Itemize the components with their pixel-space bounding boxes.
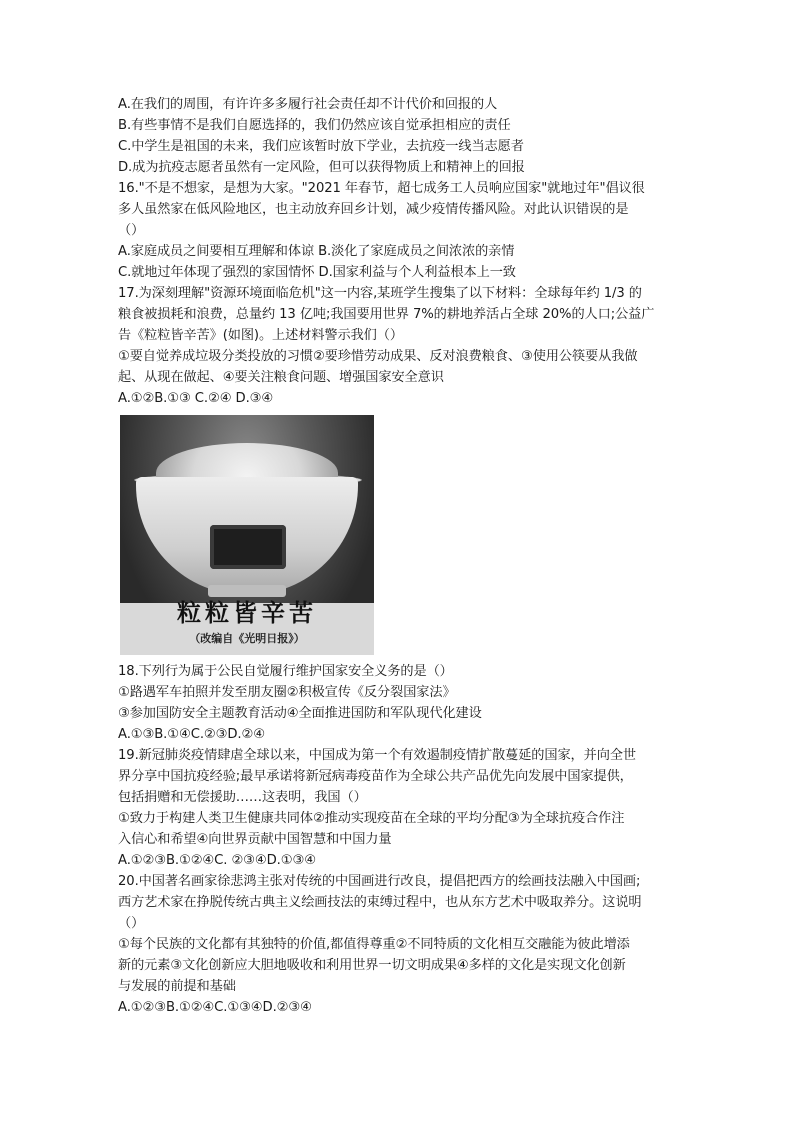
statements-17-line-2: 起、从现在做起、④要关注粮食问题、增强国家安全意识 xyxy=(118,370,444,385)
question-18-line-1: 18.下列行为属于公民自觉履行维护国家安全义务的是（） xyxy=(118,664,453,679)
options-18: A.①③B.①④C.②③D.②④ xyxy=(118,727,265,742)
question-16-line-1: 16."不是不想家，是想为大家。"2021 年春节，超七成务工人员响应国家"就地过年"倡议很 xyxy=(118,181,645,196)
question-17-line-1: 17.为深刻理解"资源环境面临危机"这一内容,某班学生搜集了以下材料：全球每年约 1/3 的 xyxy=(118,286,642,301)
statements-19-line-2: 入信心和希望④向世界贡献中国智慧和中国力量 xyxy=(118,832,392,847)
options-17: A.①②B.①③ C.②④ D.③④ xyxy=(118,391,274,406)
question-19-line-2: 界分享中国抗疫经验;最早承诺将新冠病毒疫苗作为全球公共产品优先向发展中国家提供， xyxy=(118,769,633,784)
options-19: A.①②③B.①②④C. ②③④D.①③④ xyxy=(118,853,316,868)
question-19-line-3: 包括捐赠和无偿援助……这表明，我国（） xyxy=(118,790,367,805)
option-15d: D.成为抗疫志愿者虽然有一定风险，但可以获得物质上和精神上的回报 xyxy=(118,160,525,175)
statements-17-line-1: ①要自觉养成垃圾分类投放的习惯②要珍惜劳动成果、反对浪费粮食、③使用公筷要从我做 xyxy=(118,349,638,364)
option-15a: A.在我们的周围，有许许多多履行社会责任却不计代价和回报的人 xyxy=(118,97,498,112)
question-17-line-2: 粮食被损耗和浪费，总量约 13 亿吨;我国要用世界 7%的耕地养活占全球 20%的人口;公益广 xyxy=(118,307,655,322)
bowl-decoration xyxy=(210,525,286,569)
question-20-line-2: 西方艺术家在挣脱传统古典主义绘画技法的束缚过程中，也从东方艺术中吸取养分。这说明 xyxy=(118,895,642,910)
statements-19-line-1: ①致力于构建人类卫生健康共同体②推动实现疫苗在全球的平均分配③为全球抗疫合作注 xyxy=(118,811,625,826)
question-17-line-3: 告《粒粒皆辛苦》(如图)。上述材料警示我们（） xyxy=(118,328,403,343)
options-16-ab: A.家庭成员之间要相互理解和体谅 B.淡化了家庭成员之间浓浓的亲情 xyxy=(118,244,515,259)
question-16-line-2: 多人虽然家在低风险地区，也主动放弃回乡计划，减少疫情传播风险。对此认识错误的是 xyxy=(118,202,629,217)
rice-bowl-poster-image xyxy=(120,415,374,655)
options-16-cd: C.就地过年体现了强烈的家国情怀 D.国家利益与个人利益根本上一致 xyxy=(118,265,516,280)
statements-20-line-1: ①每个民族的文化都有其独特的价值,都值得尊重②不同特质的文化相互交融能为彼此增添 xyxy=(118,937,630,952)
statements-18-line-1: ①路遇军车拍照并发至朋友圈②积极宣传《反分裂国家法》 xyxy=(118,685,456,700)
option-15c: C.中学生是祖国的未来，我们应该暂时放下学业，去抗疫一线当志愿者 xyxy=(118,139,524,154)
question-16-line-3: （） xyxy=(118,223,145,238)
exam-page xyxy=(118,94,678,1018)
statements-20-line-2: 新的元素③文化创新应大胆地吸收和利用世界一切文明成果④多样的文化是实现文化创新 xyxy=(118,958,626,973)
question-20-line-1: 20.中国著名画家徐悲鸿主张对传统的中国画进行改良，提倡把西方的绘画技法融入中国画; xyxy=(118,874,641,889)
poster-title: 粒粒皆辛苦 xyxy=(177,598,317,627)
question-19-line-1: 19.新冠肺炎疫情肆虐全球以来，中国成为第一个有效遏制疫情扩散蔓延的国家，并向全世 xyxy=(118,748,636,763)
statements-18-line-2: ③参加国防安全主题教育活动④全面推进国防和军队现代化建设 xyxy=(118,706,482,721)
option-15b: B.有些事情不是我们自愿选择的，我们仍然应该自觉承担相应的责任 xyxy=(118,118,511,133)
question-20-line-3: （） xyxy=(118,916,145,931)
statements-20-line-3: 与发展的前提和基础 xyxy=(118,979,236,994)
poster-source: （改编自《光明日报》） xyxy=(189,632,305,645)
options-20: A.①②③B.①②④C.①③④D.②③④ xyxy=(118,1000,312,1015)
